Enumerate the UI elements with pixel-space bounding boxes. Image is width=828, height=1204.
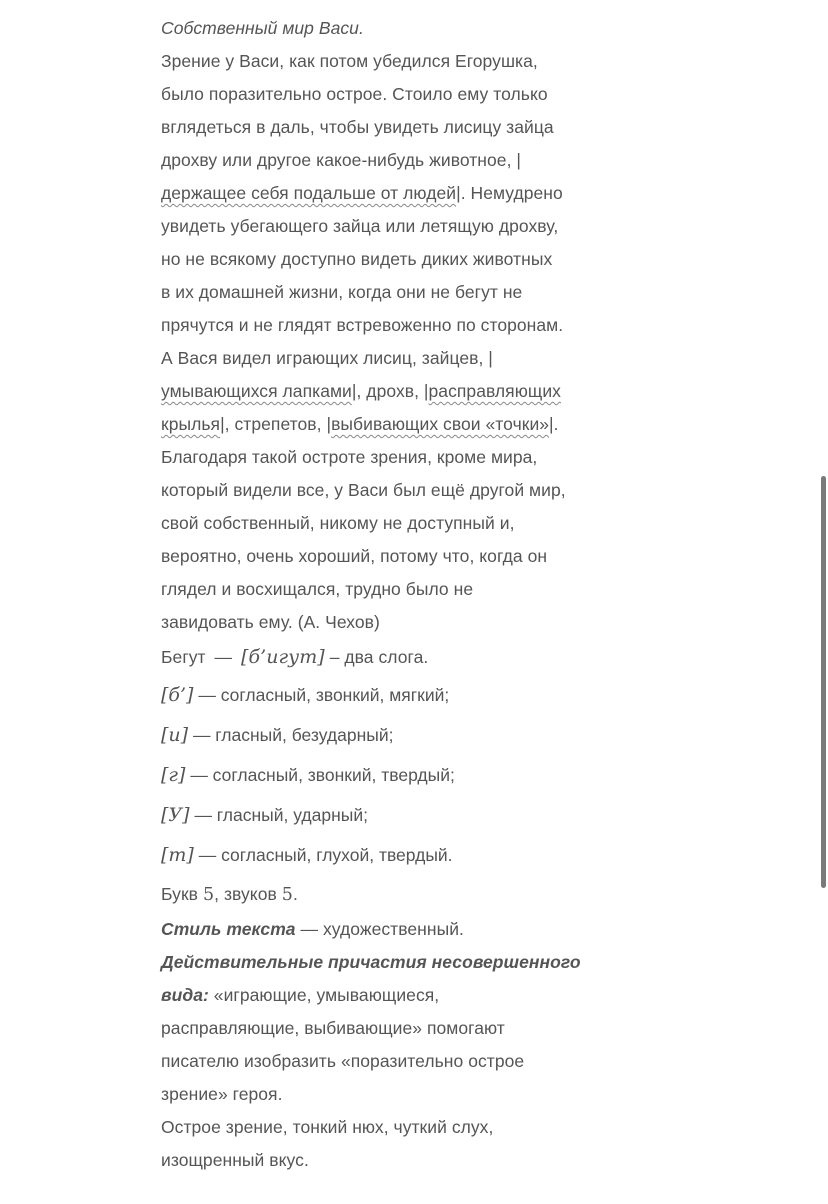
style-line	[161, 913, 611, 946]
participles-line	[161, 979, 611, 1012]
text-line: глядел и восхищался, трудно было не	[161, 579, 474, 599]
period: .	[292, 884, 298, 904]
text-line: увидеть убегающего зайца или летящую дрохву,	[161, 216, 559, 236]
document-body	[161, 12, 611, 1177]
dash: —	[214, 647, 233, 667]
phonetic-row	[161, 835, 611, 875]
text-fragment: |, стрепетов, |	[220, 414, 332, 434]
sound-description: — гласный, ударный;	[194, 805, 368, 825]
sound-symbol: [т]	[161, 844, 194, 866]
sounds-count: 5	[281, 885, 293, 905]
participial-phrase: умывающихся лапками	[161, 381, 352, 401]
letters-label: Букв	[161, 884, 199, 904]
participles-label-end: вида:	[161, 985, 209, 1005]
letter-sound-count	[161, 875, 611, 913]
text-line: свой собственный, никому не доступный и,	[161, 513, 515, 533]
letters-count: 5	[202, 885, 215, 905]
participles-text: «играющие, умывающиеся,	[208, 985, 440, 1005]
participial-phrase: расправляющих	[428, 381, 561, 401]
text-line: писателю изобразить «поразительно острое	[161, 1051, 525, 1071]
text-line: было поразительно острое. Стоило ему только	[161, 84, 548, 104]
phonetic-header	[161, 639, 611, 675]
text-line	[161, 375, 611, 408]
text-line: в их домашней жизни, когда они не бегут не	[161, 282, 523, 302]
phonetic-row	[161, 755, 611, 795]
text-fragment: |, дрохв, |	[351, 381, 429, 401]
text-line: Благодаря такой остроте зрения, кроме мира,	[161, 447, 538, 467]
text-line: прячутся и не глядят встревоженно по сторонам.	[161, 315, 564, 335]
sounds-label: , звуков	[214, 884, 277, 904]
sound-description: — согласный, звонкий, твердый;	[190, 765, 455, 785]
syllable-count: – два слога.	[329, 647, 429, 667]
text-line: который видели все, у Васи был ещё другой мир,	[161, 480, 566, 500]
phonetic-row	[161, 675, 611, 715]
sound-symbol: [У]	[161, 804, 190, 826]
text-line: А Вася видел играющих лисиц, зайцев, |	[161, 348, 493, 368]
text-line: Острое зрение, тонкий нюх, чуткий слух,	[161, 1117, 494, 1137]
text-line: изощренный вкус.	[161, 1150, 309, 1170]
phonetic-row	[161, 795, 611, 835]
participles-label: Действительные причастия несовершенного	[161, 952, 581, 972]
sound-symbol: [б’]	[161, 684, 194, 706]
text-line	[161, 408, 611, 441]
transcription: [б’игут]	[241, 646, 325, 668]
sound-description: — гласный, безударный;	[192, 725, 394, 745]
text-line: расправляющие, выбивающие» помогают	[161, 1018, 505, 1038]
participial-phrase: крылья	[161, 414, 221, 434]
text-line: но не всякому доступно видеть диких животных	[161, 249, 553, 269]
text-line: вероятно, очень хороший, потому что, когда он	[161, 546, 548, 566]
text-line: дрохву или другое какое-нибудь животное, |	[161, 150, 522, 170]
style-label: Стиль текста	[161, 919, 296, 939]
participial-phrase: держащее себя подальше от людей	[161, 183, 457, 203]
sound-symbol: [г]	[161, 764, 186, 786]
text-line: зрение» героя.	[161, 1084, 283, 1104]
scrollbar-thumb[interactable]	[821, 476, 826, 888]
style-value: — художественный.	[295, 919, 464, 939]
phonetic-word: Бегут	[161, 647, 206, 667]
text-line: вглядеться в даль, чтобы увидеть лисицу зайца	[161, 117, 554, 137]
phonetic-row	[161, 715, 611, 755]
participial-phrase: выбивающих свои «точки»	[331, 414, 550, 434]
sound-description: — согласный, звонкий, мягкий;	[198, 685, 450, 705]
text-line: завидовать ему. (А. Чехов)	[161, 612, 380, 632]
text-line: Зрение у Васи, как потом убедился Егорушка,	[161, 51, 538, 71]
vertical-scrollbar[interactable]	[820, 476, 828, 888]
sound-symbol: [и]	[161, 724, 189, 746]
text-fragment: |.	[549, 414, 559, 434]
text-line	[161, 177, 611, 210]
text-fragment: |. Немудрено	[456, 183, 563, 203]
sound-description: — согласный, глухой, твердый.	[198, 845, 453, 865]
text-title: Собственный мир Васи.	[161, 18, 364, 38]
